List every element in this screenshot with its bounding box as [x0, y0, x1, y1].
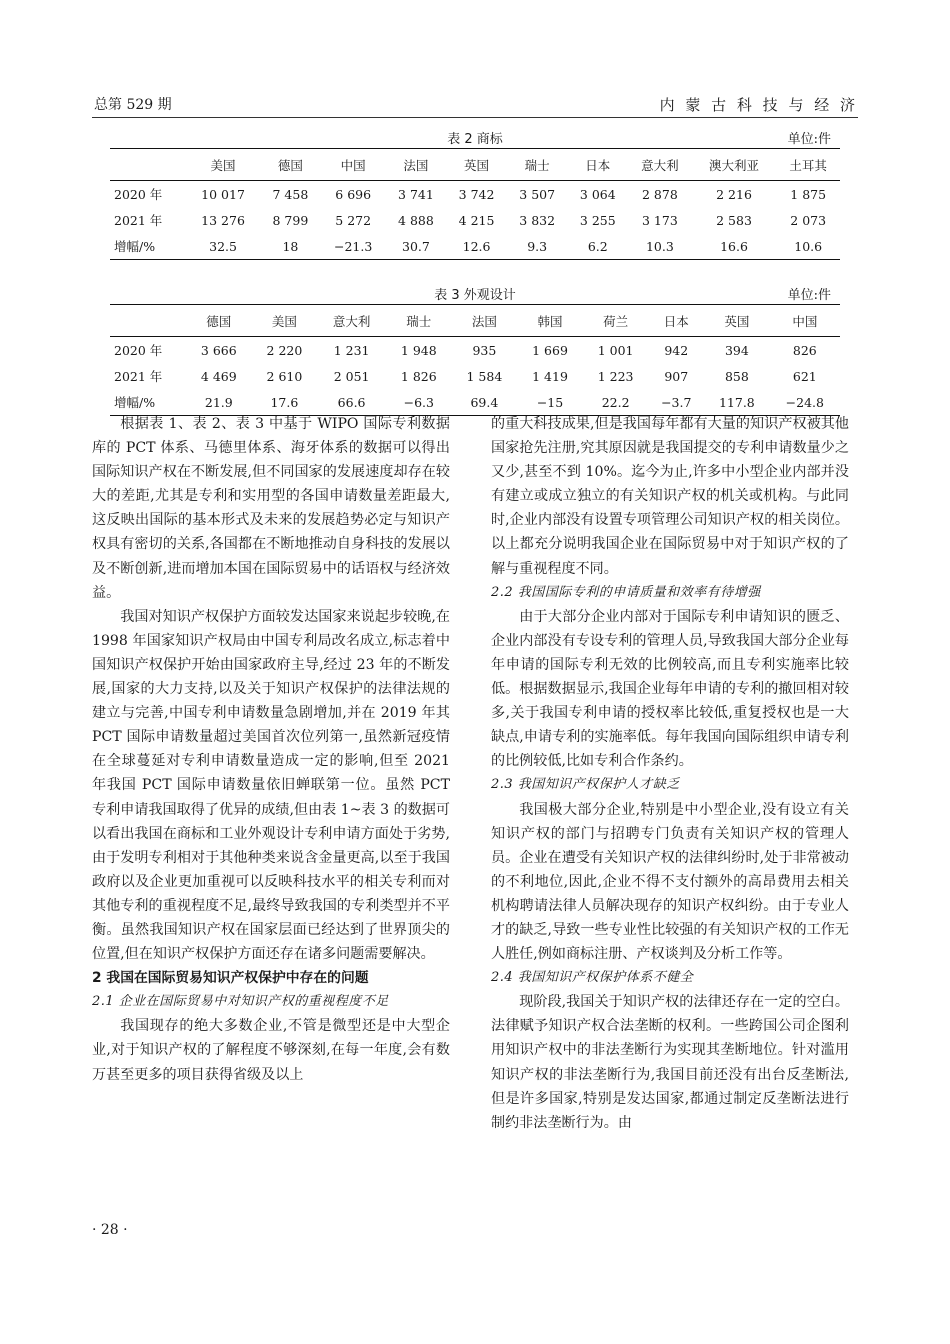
table-header-cell: 德国: [260, 149, 321, 181]
table-cell: 858: [724, 368, 749, 384]
table-cell: 7 458: [272, 186, 309, 202]
table-cell: 935: [472, 342, 497, 358]
table-header-cell: 美国: [186, 149, 260, 181]
table-header-cell: [110, 149, 186, 181]
table-header-cell: 意大利: [628, 149, 692, 181]
table-cell: 394: [724, 342, 749, 358]
table-cell: 18: [260, 233, 321, 260]
table-cell: 2021 年: [114, 213, 163, 228]
paragraph: 根据表 1、表 2、表 3 中基于 WIPO 国际专利数据库的 PCT 体系、马德里体系、海牙体系的数据可以得出国际知识产权在不断发展,但不同国家的发展速度却存在较大的差距,尤其是专利和实用型的各国申请数量差距最大,这反映出国际的基本形式及未来的发展趋势必定与知识产权具有密切的关系,各国都在不断地推动自身科技的发展以及不断创新,进而增加本国在国际贸易中的话语权与经济效益。: [92, 416, 450, 601]
table-cell: −21.3: [321, 233, 386, 260]
table-cell: 66.6: [317, 389, 386, 416]
table-cell: 2 051: [333, 368, 370, 384]
table-cell: 6.2: [567, 233, 628, 260]
table-cell: 1 001: [597, 342, 634, 358]
table-cell: 10.6: [776, 233, 840, 260]
table-cell: 9.3: [507, 233, 568, 260]
table-header-cell: 瑞士: [386, 305, 452, 337]
table-cell: 8 799: [272, 212, 309, 228]
table-cell: 907: [664, 368, 689, 384]
table3-unit: 单位:件: [787, 288, 831, 303]
table-header-cell: 法国: [386, 149, 447, 181]
paragraph: 现阶段,我国关于知识产权的法律还存在一定的空白。法律赋予知识产权合法垄断的权利。一些跨国公司企图利用知识产权中的非法垄断行为实现其垄断地位。针对滥用知识产权的非法垄断行为,我国目前还没有出台反垄断法,但是许多国家,特别是发达国家,都通过制定反垄断法进行制约非法垄断行为。由: [491, 994, 849, 1131]
table-header-cell: 中国: [321, 149, 386, 181]
table-cell: 942: [664, 342, 689, 358]
table-cell: 4 888: [398, 212, 434, 228]
table-cell: 3 742: [458, 186, 495, 202]
subsection-heading: 2.1 企业在国际贸易中对知识产权的重视程度不足: [92, 994, 389, 1010]
table-header-cell: 英国: [704, 305, 770, 337]
table-header-cell: 澳大利亚: [692, 149, 777, 181]
paragraph: 我国现存的绝大多数企业,不管是微型还是中大型企业,对于知识产权的了解程度不够深刻,在每一年度,会有数万甚至更多的项目获得省级及以上: [92, 1018, 450, 1083]
table-cell: 3 666: [200, 342, 237, 358]
right-column: [491, 412, 849, 1135]
table-cell: 13 276: [201, 212, 245, 228]
table-cell: 3 173: [641, 212, 678, 228]
table2: [110, 148, 840, 260]
table2-unit: 单位:件: [787, 132, 831, 147]
table-cell: 2021 年: [114, 369, 163, 384]
table-cell: 69.4: [452, 389, 518, 416]
table-cell: −15: [517, 389, 583, 416]
table3: [110, 304, 840, 416]
table-cell: 增幅/%: [110, 233, 186, 260]
table-header-cell: 土耳其: [776, 149, 840, 181]
table-cell: 30.7: [386, 233, 447, 260]
table-cell: 1 223: [597, 368, 634, 384]
table-cell: 2 216: [716, 186, 752, 202]
table-cell: 2 073: [790, 212, 827, 228]
table-cell: 10 017: [201, 186, 245, 202]
table2-caption: 表 2 商标: [447, 132, 503, 147]
table-header-cell: 英国: [446, 149, 507, 181]
table-cell: 3 064: [579, 186, 616, 202]
table-cell: 3 255: [579, 212, 616, 228]
table-header-row: [110, 149, 840, 181]
table-cell: 1 231: [333, 342, 370, 358]
journal-issue: 总第 529 期: [94, 97, 172, 113]
table-cell: 增幅/%: [110, 389, 186, 416]
table-cell: 10.3: [628, 233, 692, 260]
table-cell: 12.6: [446, 233, 507, 260]
table-header-cell: 韩国: [517, 305, 583, 337]
table-row: [110, 207, 840, 233]
table-cell: 2 878: [641, 186, 678, 202]
table-cell: 2 610: [266, 368, 303, 384]
header-rule: [92, 117, 858, 118]
table-header-cell: 荷兰: [583, 305, 649, 337]
paragraph: 我国对知识产权保护方面较发达国家来说起步较晚,在 1998 年国家知识产权局由中国专利局改名成立,标志着中国知识产权保护开始由国家政府主导,经过 23 年的不断发展,国家的大力支持,以及关于知识产权保护的法律法规的建立与完善,中国专利申请数量急剧增加,并在 2019 年其 PCT 国际申请数量超过美国首次位列第一,虽然新冠疫情在全球蔓延对专利申请数量造成一定的影响,但至 2021 年我国 PCT 国际申请数量依旧蝉联第一位。虽然 PCT 专利申请我国取得了优异的成绩,但由表 1~表 3 的数据可以看出我国在商标和工业外观设计专利申请方面处于劣势,由于发明专利相对于其他种类来说含金量更高,以至于我国政府以及企业更加重视可以反映科技水平的相关专利而对其他专利的重视程度不足,最终导致我国的专利类型并不平衡。虽然我国知识产权在国家层面已经达到了世界顶尖的位置,但在知识产权保护方面还存在诸多问题需要解决。: [92, 608, 450, 963]
table-header-cell: 法国: [452, 305, 518, 337]
table-cell: −6.3: [386, 389, 452, 416]
table-cell: 1 669: [532, 342, 568, 358]
table-cell: 1 584: [466, 368, 503, 384]
section-heading: 2 我国在国际贸易知识产权保护中存在的问题: [92, 970, 369, 987]
table-header-cell: 日本: [648, 305, 704, 337]
table-cell: 4 469: [200, 368, 237, 384]
table-cell: 117.8: [704, 389, 770, 416]
table-cell: 22.2: [583, 389, 649, 416]
table-cell: 1 948: [400, 342, 437, 358]
table-cell: 2020 年: [114, 187, 163, 202]
page-number: · 28 ·: [92, 1222, 128, 1238]
table-header-row: [110, 305, 840, 337]
table-cell: 621: [792, 368, 817, 384]
table-cell: 32.5: [186, 233, 260, 260]
paragraph: 由于大部分企业内部对于国际专利申请知识的匮乏、企业内部没有专设专利的管理人员,导致我国大部分企业每年申请的国际专利无效的比例较高,而且专利实施率比较低。根据数据显示,我国企业每年申请的专利的撤回相对较多,关于我国专利申请的授权率比较低,重复授权也是一大缺点,申请专利的实施率低。每年我国向国际组织申请专利的比例较低,比如专利合作条约。: [491, 608, 849, 770]
table-cell: 2 220: [266, 342, 303, 358]
table-cell: 6 696: [335, 186, 372, 202]
table-row: [110, 181, 840, 208]
table-cell: 17.6: [252, 389, 318, 416]
paragraph: 我国极大部分企业,特别是中小型企业,没有设立有关知识产权的部门与招聘专门负责有关知识产权的管理人员。企业在遭受有关知识产权的法律纠纷时,处于非常被动的不利地位,因此,企业不得不支付额外的高昂费用去相关机构聘请法律人员解决现存的知识产权纠纷。由于专业人才的缺乏,导致一些专业性比较强的有关知识产权的工作无人胜任,例如商标注册、产权谈判及分析工作等。: [491, 801, 849, 963]
table-cell: 5 272: [335, 212, 372, 228]
table-cell: 1 875: [790, 186, 827, 202]
journal-title: 内 蒙 古 科 技 与 经 济: [659, 96, 858, 114]
table-header-cell: 中国: [770, 305, 840, 337]
table-cell: 16.6: [692, 233, 777, 260]
table-cell: 21.9: [186, 389, 252, 416]
subsection-heading: 2.4 我国知识产权保护体系不健全: [491, 970, 694, 986]
paragraph: 的重大科技成果,但是我国每年都有大量的知识产权被其他国家抢先注册,究其原因就是我国提交的专利申请数量少之又少,甚至不到 10%。迄今为止,许多中小型企业内部并没有建立或成立独立的有关知识产权的机关或机构。与此同时,企业内部没有设置专项管理公司知识产权的相关岗位。以上都充分说明我国企业在国际贸易中对于知识产权的了解与重视程度不同。: [491, 416, 849, 577]
table-header-cell: 美国: [252, 305, 318, 337]
left-column: [92, 412, 450, 1087]
table-cell: 2 583: [716, 212, 752, 228]
table-cell: 1 419: [532, 368, 568, 384]
table3-caption: 表 3 外观设计: [434, 288, 516, 303]
table-cell: −3.7: [648, 389, 704, 416]
table-row: [110, 363, 840, 389]
table-header-cell: 瑞士: [507, 149, 568, 181]
table-row: [110, 233, 840, 260]
table-cell: −24.8: [770, 389, 840, 416]
table-cell: 1 826: [400, 368, 437, 384]
table-header-cell: 德国: [186, 305, 252, 337]
table-cell: 826: [792, 342, 817, 358]
table-header-cell: 意大利: [317, 305, 386, 337]
table-cell: 3 507: [519, 186, 556, 202]
subsection-heading: 2.2 我国国际专利的申请质量和效率有待增强: [491, 584, 761, 600]
table-cell: 2020 年: [114, 343, 163, 358]
table-cell: 4 215: [458, 212, 495, 228]
table-cell: 3 741: [398, 186, 434, 202]
table-header-cell: 日本: [567, 149, 628, 181]
subsection-heading: 2.3 我国知识产权保护人才缺乏: [491, 777, 680, 793]
table-cell: 3 832: [519, 212, 556, 228]
table-row: [110, 337, 840, 364]
table-header-cell: [110, 305, 186, 337]
